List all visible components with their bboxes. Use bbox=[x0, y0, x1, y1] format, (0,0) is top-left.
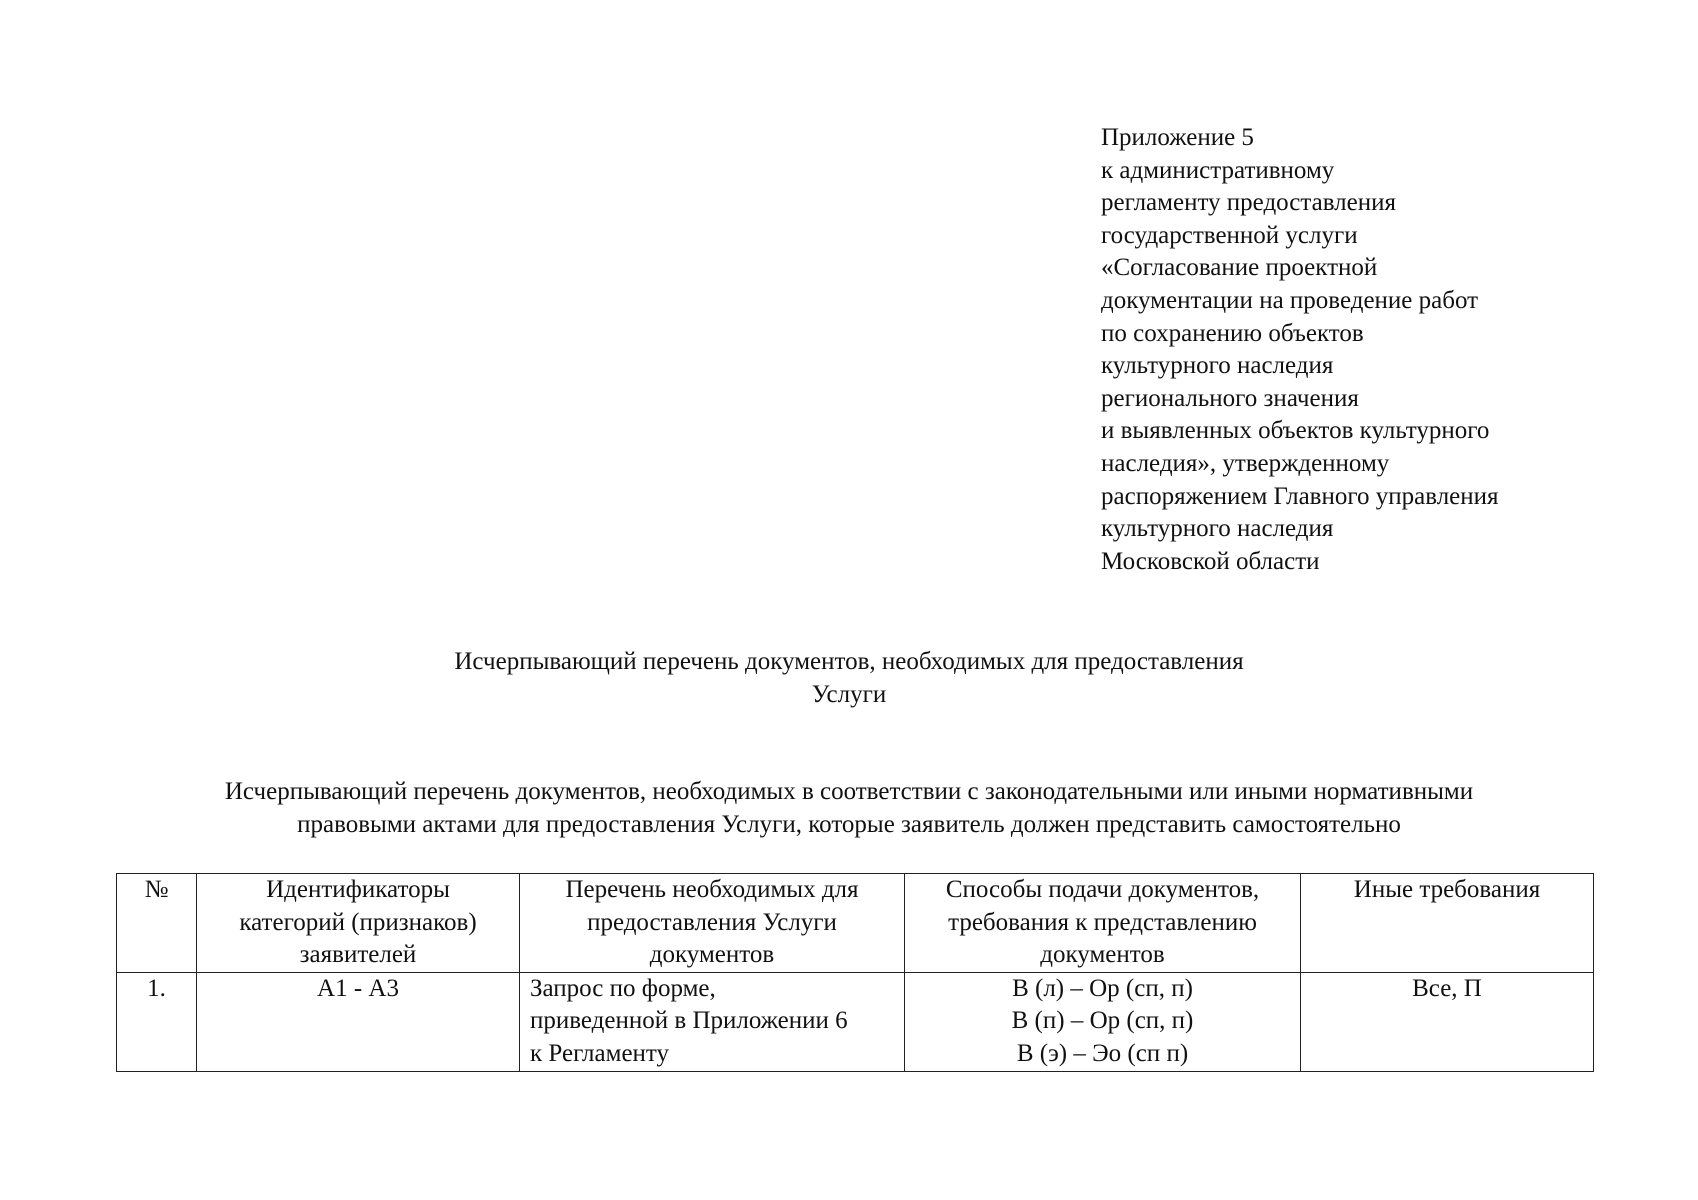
cell-documents: Запрос по форме, приведенной в Приложении 6 к Регламенту bbox=[520, 972, 905, 1071]
cell-number: 1. bbox=[117, 972, 197, 1071]
appendix-line: распоряжением Главного управления bbox=[1101, 482, 1499, 510]
section-subtitle-line: Исчерпывающий перечень документов, необходимых в соответствии с законодательными или иными нормативными bbox=[224, 778, 1474, 805]
appendix-line: и выявленных объектов культурного bbox=[1101, 417, 1490, 445]
header-applicant-categories: Идентификаторы категорий (признаков) заявителей bbox=[197, 874, 520, 973]
cell-other-requirements: Все, П bbox=[1301, 972, 1594, 1071]
appendix-line: по сохранению объектов bbox=[1101, 319, 1364, 347]
header-documents-list: Перечень необходимых для предоставления Услуги документов bbox=[520, 874, 905, 973]
appendix-line: к административному bbox=[1101, 156, 1335, 184]
appendix-line: Приложение 5 bbox=[1101, 124, 1254, 151]
document-title-line: Исчерпывающий перечень документов, необходимых для предоставления bbox=[454, 648, 1244, 675]
appendix-line: регионального значения bbox=[1101, 384, 1359, 412]
header-number: № bbox=[117, 874, 197, 973]
appendix-line: регламенту предоставления bbox=[1101, 189, 1397, 217]
appendix-line: культурного наследия bbox=[1101, 515, 1334, 543]
appendix-line: наследия», утвержденному bbox=[1101, 449, 1390, 477]
header-submission-methods: Способы подачи документов, требования к представлению документов bbox=[905, 874, 1301, 973]
appendix-line: «Согласование проектной bbox=[1101, 254, 1378, 282]
appendix-line: государственной услуги bbox=[1101, 221, 1358, 249]
appendix-reference-block bbox=[1101, 122, 1661, 578]
table-header-row bbox=[117, 874, 1594, 973]
document-title bbox=[0, 646, 1698, 711]
document-title-line: Услуги bbox=[811, 680, 887, 708]
cell-applicant-categories: А1 - А3 bbox=[197, 972, 520, 1071]
documents-table bbox=[116, 873, 1594, 1072]
section-subtitle-line: правовыми актами для предоставления Услуги, которые заявитель должен представить самостоятельно bbox=[297, 810, 1401, 838]
cell-submission-methods: В (л) – Ор (сп, п) В (п) – Ор (сп, п) В (э) – Эо (сп п) bbox=[905, 972, 1301, 1071]
section-subtitle bbox=[0, 776, 1698, 841]
table-row bbox=[117, 972, 1594, 1071]
header-other-requirements: Иные требования bbox=[1301, 874, 1594, 973]
appendix-line: документации на проведение работ bbox=[1101, 286, 1479, 314]
appendix-line: культурного наследия bbox=[1101, 352, 1334, 380]
appendix-line: Московской области bbox=[1101, 547, 1320, 575]
